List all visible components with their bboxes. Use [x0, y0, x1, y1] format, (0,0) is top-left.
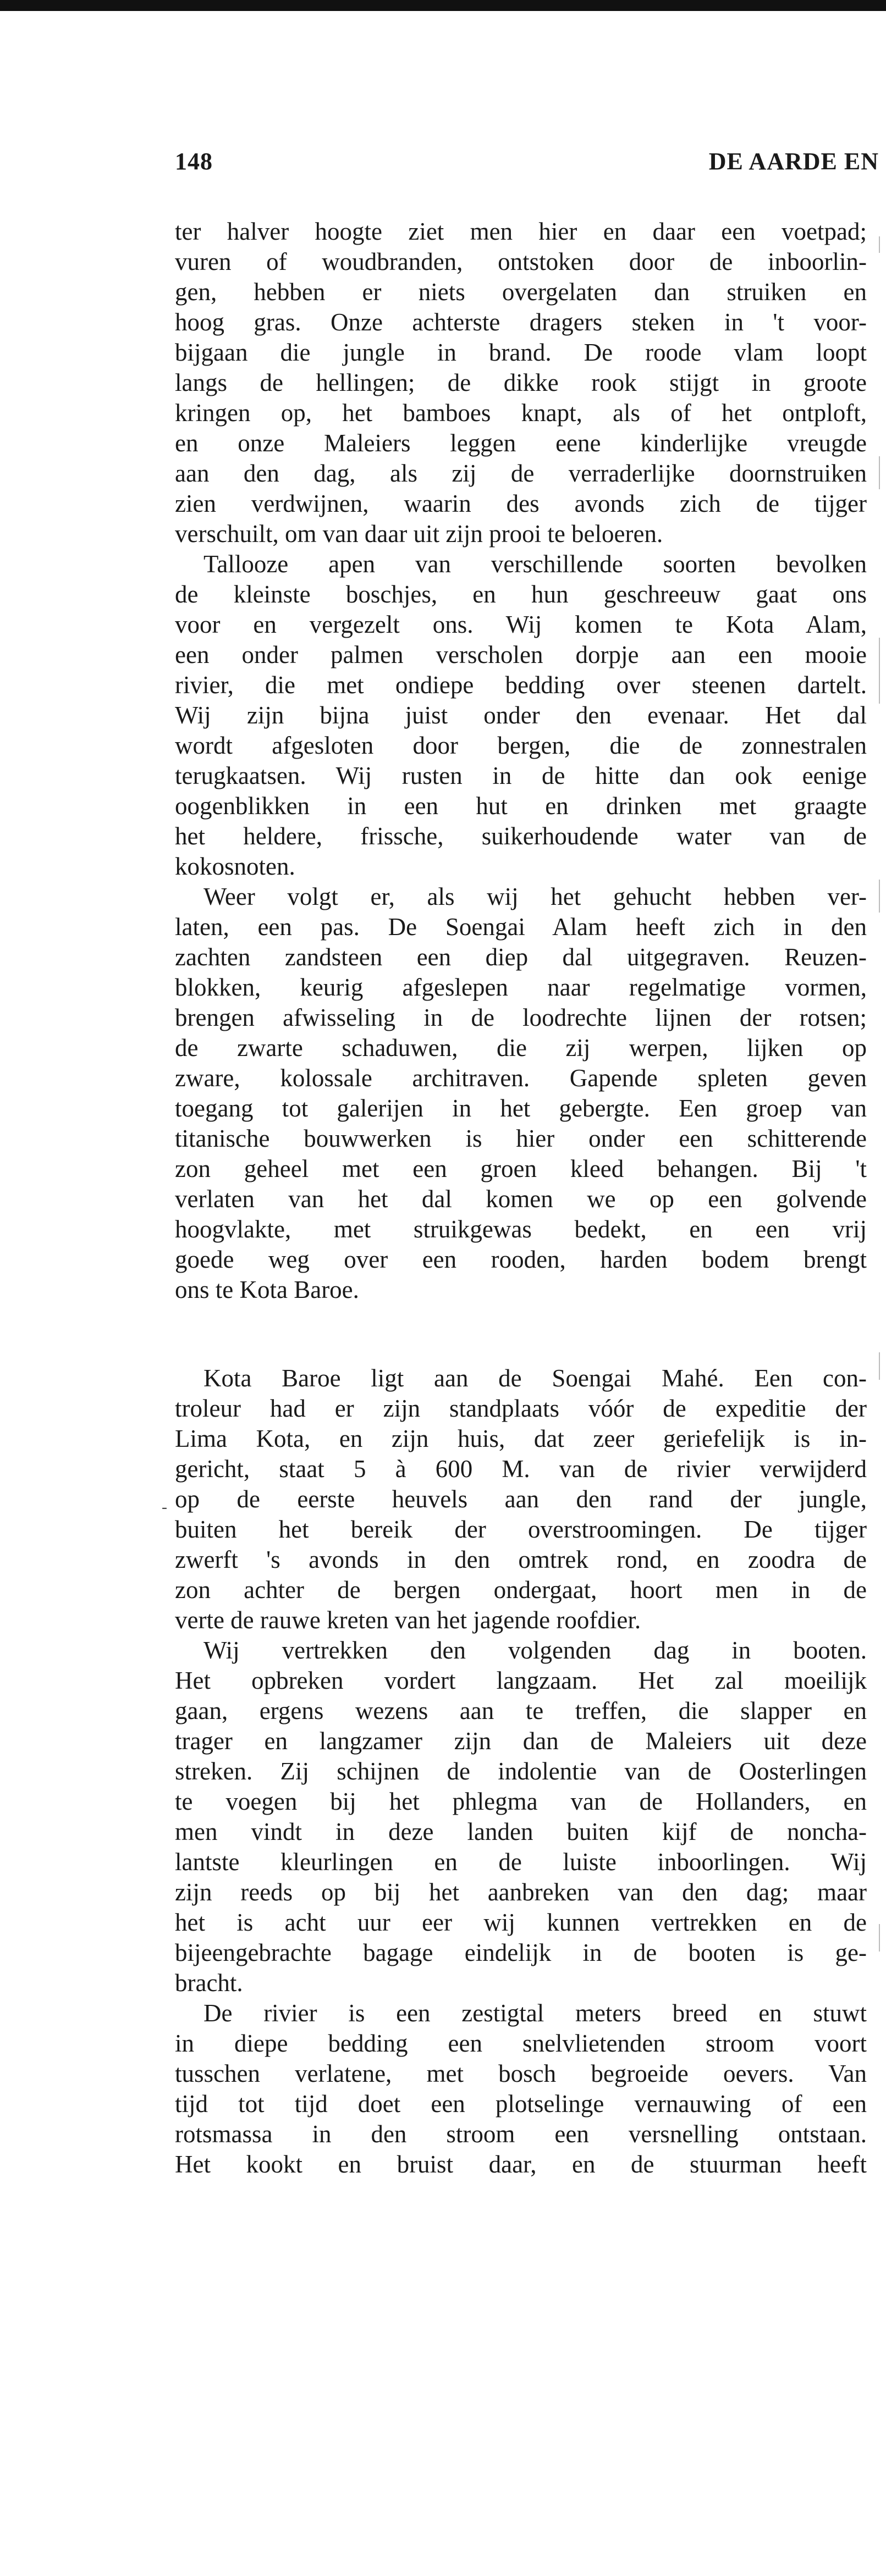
text-line: Kota Baroe ligt aan de Soengai Mahé. Een con-: [203, 1364, 867, 1392]
right-margin-rule: [879, 880, 880, 913]
paragraph: [175, 217, 867, 549]
text-line: De rivier is een zestigtal meters breed en stuwt: [203, 1999, 867, 2027]
text-line: kokosnoten.: [175, 853, 295, 880]
text-line: terugkaatsen. Wij rusten in de hitte dan ook eenige: [175, 762, 867, 789]
text-line: toegang tot galerijen in het gebergte. Een groep van: [175, 1094, 867, 1122]
page-number: 148: [175, 148, 213, 175]
text-line: rivier, die met ondiepe bedding over steenen dartelt.: [175, 671, 867, 699]
text-line: wordt afgesloten door bergen, die de zonnestralen: [175, 732, 867, 759]
text-line: tijd tot tijd doet een plotselinge vernauwing of een: [175, 2090, 867, 2118]
page-header: [175, 147, 879, 180]
text-line: goede weg over een rooden, harden bodem brengt: [175, 1246, 867, 1273]
paragraph: [175, 882, 867, 1305]
right-margin-rule: [879, 1352, 880, 1380]
text-line: zachten zandsteen een diep dal uitgegraven. Reuzen-: [175, 943, 867, 971]
text-line: Het kookt en bruist daar, en de stuurman heeft: [175, 2151, 867, 2178]
text-line: de kleinste boschjes, en hun geschreeuw gaat ons: [175, 581, 867, 608]
text-line: op de eerste heuvels aan den rand der jungle,: [175, 1485, 867, 1513]
text-line: bracht.: [175, 1969, 243, 1997]
text-line: gaan, ergens wezens aan te treffen, die slapper en: [175, 1697, 867, 1724]
text-line: Het opbreken vordert langzaam. Het zal moeilijk: [175, 1667, 867, 1694]
text-line: de zwarte schaduwen, die zij werpen, lijken op: [175, 1034, 867, 1062]
section-break: [175, 1305, 867, 1363]
body-text: [175, 217, 867, 2180]
text-line: Weer volgt er, als wij het gehucht hebben ver-: [203, 883, 867, 910]
text-line: zien verdwijnen, waarin des avonds zich de tijger: [175, 490, 867, 517]
text-line: Tallooze apen van verschillende soorten bevolken: [203, 550, 867, 578]
text-line: hoogvlakte, met struikgewas bedekt, en een vrij: [175, 1215, 867, 1243]
text-line: blokken, keurig afgeslepen naar regelmatige vormen,: [175, 974, 867, 1001]
text-line: titanische bouwwerken is hier onder een schitterende: [175, 1125, 867, 1152]
text-line: zijn reeds op bij het aanbreken van den dag; maar: [175, 1878, 867, 1906]
text-line: Lima Kota, en zijn huis, dat zeer geriefelijk is in-: [175, 1425, 867, 1452]
text-line: kringen op, het bamboes knapt, als of het ontploft,: [175, 399, 867, 427]
paragraph: [175, 1998, 867, 2180]
text-line: het is acht uur eer wij kunnen vertrekken en de: [175, 1909, 867, 1936]
text-line: verschuilt, om van daar uit zijn prooi te beloeren.: [175, 520, 663, 548]
text-line: zon achter de bergen ondergaat, hoort men in de: [175, 1576, 867, 1604]
text-line: tusschen verlatene, met bosch begroeide oevers. Van: [175, 2060, 867, 2087]
text-line: rotsmassa in den stroom een versnelling ontstaan.: [175, 2120, 867, 2148]
paragraph: [175, 1635, 867, 1998]
text-line: gericht, staat 5 à 600 M. van de rivier verwijderd: [175, 1455, 867, 1483]
text-line: Wij zijn bijna juist onder den evenaar. Het dal: [175, 701, 867, 729]
text-line: laten, een pas. De Soengai Alam heeft zich in den: [175, 913, 867, 941]
text-line: brengen afwisseling in de loodrechte lijnen der rotsen;: [175, 1004, 867, 1031]
right-margin-rule: [879, 456, 880, 489]
text-line: langs de hellingen; de dikke rook stijgt in groote: [175, 369, 867, 396]
text-line: bijeengebrachte bagage eindelijk in de booten is ge-: [175, 1939, 867, 1966]
text-line: trager en langzamer zijn dan de Maleiers uit deze: [175, 1727, 867, 1755]
text-line: voor en vergezelt ons. Wij komen te Kota Alam,: [175, 611, 867, 638]
text-line: verte de rauwe kreten van het jagende roofdier.: [175, 1606, 641, 1634]
running-head: DE AARDE EN: [708, 148, 879, 175]
text-line: streken. Zij schijnen de indolentie van de Oosterlingen: [175, 1757, 867, 1785]
text-line: zware, kolossale architraven. Gapende spleten geven: [175, 1064, 867, 1092]
text-line: bijgaan die jungle in brand. De roode vlam loopt: [175, 339, 867, 366]
text-line: zwerft 's avonds in den omtrek rond, en zoodra de: [175, 1546, 867, 1573]
text-line: een onder palmen verscholen dorpje aan een mooie: [175, 641, 867, 668]
text-line: ter halver hoogte ziet men hier en daar een voetpad;: [175, 218, 867, 245]
text-line: Wij vertrekken den volgenden dag in booten.: [203, 1637, 867, 1664]
text-line: men vindt in deze landen buiten kijf de noncha-: [175, 1818, 867, 1845]
right-margin-rule: [879, 236, 880, 253]
text-line: het heldere, frissche, suikerhoudende water van de: [175, 822, 867, 850]
text-line: oogenblikken in een hut en drinken met graagte: [175, 792, 867, 820]
text-line: gen, hebben er niets overgelaten dan struiken en: [175, 278, 867, 306]
right-margin-rule: [879, 1924, 880, 1952]
text-line: zon geheel met een groen kleed behangen. Bij 't: [175, 1155, 867, 1182]
paragraph: [175, 1363, 867, 1635]
text-line: verlaten van het dal komen we op een golvende: [175, 1185, 867, 1213]
text-line: troleur had er zijn standplaats vóór de expeditie der: [175, 1395, 867, 1422]
text-line: vuren of woudbranden, ontstoken door de inboorlin-: [175, 248, 867, 275]
stray-margin-mark: -: [162, 1498, 167, 1516]
text-line: te voegen bij het phlegma van de Hollanders, en: [175, 1788, 867, 1815]
text-line: hoog gras. Onze achterste dragers steken in 't voor-: [175, 308, 867, 336]
top-border-rule: [0, 0, 886, 11]
text-line: buiten het bereik der overstroomingen. De tijger: [175, 1516, 867, 1543]
text-line: en onze Maleiers leggen eene kinderlijke vreugde: [175, 429, 867, 457]
right-margin-rule: [879, 638, 880, 704]
paragraph: [175, 549, 867, 882]
text-line: in diepe bedding een snelvlietenden stroom voort: [175, 2030, 867, 2057]
text-line: ons te Kota Baroe.: [175, 1276, 359, 1303]
text-line: aan den dag, als zij de verraderlijke doornstruiken: [175, 460, 867, 487]
text-line: lantste kleurlingen en de luiste inboorlingen. Wij: [175, 1848, 867, 1876]
